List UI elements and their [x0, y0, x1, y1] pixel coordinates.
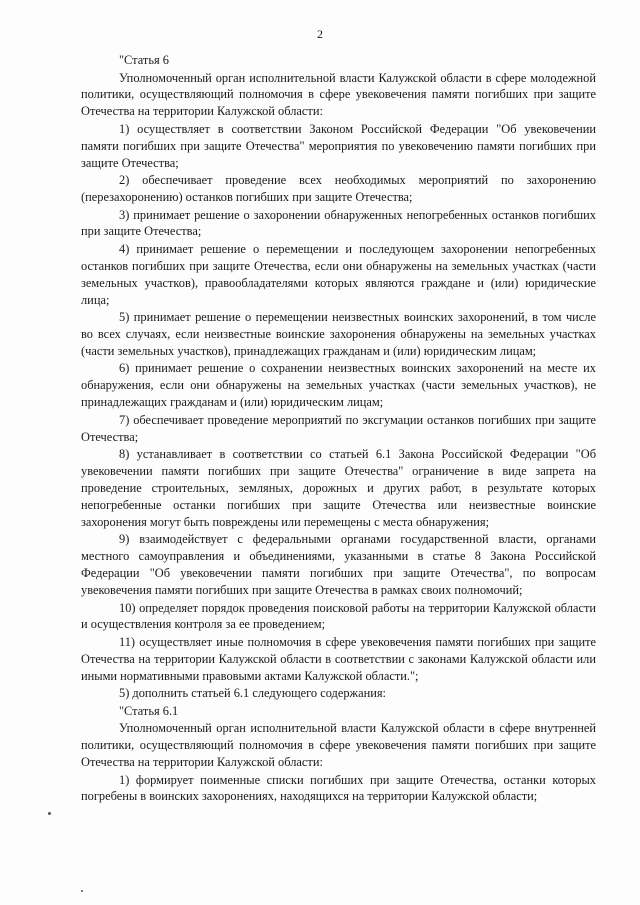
scan-speck [48, 812, 51, 815]
clause-4: 4) принимает решение о перемещении и последующем захоронении непогребенных останков погибших при защите Отечества, если они обнаружены на земельных участках (части земельных участков), правообладателями которых являются граждане и (или) юридические лица; [81, 241, 596, 307]
clause-10: 10) определяет порядок проведения поисковой работы на территории Калужской области и осуществления контроля за ее проведением; [81, 600, 596, 632]
clause-2: 2) обеспечивает проведение всех необходимых мероприятий по захоронению (перезахоронению) останков погибших при защите Отечества; [81, 173, 596, 205]
clause-11: 11) осуществляет иные полномочия в сфере увековечения памяти погибших при защите Отечества на территории Калужской области в соответствии с законами Калужской области или иными нормативными правовыми актами Калужской области."; [81, 634, 596, 683]
article-6-1-clause-1: 1) формирует поименные списки погибших при защите Отечества, останки которых погребены в воинских захоронениях, находящихся на территории Калужской области; [81, 772, 596, 804]
clause-9: 9) взаимодействует с федеральными органами государственной власти, органами местного самоуправления и объединениями, указанными в статье 8 Закона Российской Федерации "Об увековечении памяти погибших при защите Отечества", по вопросам увековечения памяти погибших при защите Отечества в рамках своих полномочий; [81, 532, 596, 598]
article-6-intro: Уполномоченный орган исполнительной власти Калужской области в сфере молодежной политики, осуществляющий полномочия в сфере увековечения памяти погибших при защите Отечества на территории Калужской области: [81, 70, 596, 119]
article-6-1-heading: "Статья 6.1 [119, 703, 179, 718]
clause-1: 1) осуществляет в соответствии Законом Российской Федерации "Об увековечении памяти погибших при защите Отечества" мероприятия по увековечению памяти погибших при защите Отечества; [81, 121, 596, 170]
amendment-5: 5) дополнить статьей 6.1 следующего содержания: [119, 686, 386, 701]
article-6-heading: "Статья 6 [119, 53, 169, 67]
clause-5: 5) принимает решение о перемещении неизвестных воинских захоронений, в том числе во всех случаях, если неизвестные воинские захоронения обнаружены на земельных участках (части земельных участков), принадлежащих гражданам и (или) юридическим лицам; [81, 310, 596, 358]
clause-7: 7) обеспечивает проведение мероприятий по эксгумации останков погибших при защите Отечества; [81, 412, 596, 444]
scan-speck [81, 890, 83, 892]
clause-6: 6) принимает решение о сохранении неизвестных воинских захоронений на месте их обнаружения, если они обнаружены на земельных участках (части земельных участков), не принадлежащих гражданам и (или) юридическим лицам; [81, 361, 596, 410]
clause-8: 8) устанавливает в соответствии со статьей 6.1 Закона Российской Федерации "Об увековечении памяти погибших при защите Отечества" ограничение в виде запрета на проведение строительных, земляных, дорожных и других работ, в результате которых непогребенные останки погибших при защите Отечества или неизвестные воинские захоронения могут быть повреждены или перемещены с места обнаружения; [81, 447, 596, 529]
clause-3: 3) принимает решение о захоронении обнаруженных непогребенных останков погибших при защите Отечества; [81, 207, 596, 239]
document-body [81, 52, 596, 806]
article-6-1-intro: Уполномоченный орган исполнительной власти Калужской области в сфере внутренней политики, осуществляющий полномочия в сфере увековечения памяти погибших при защите Отечества на территории Калужской области: [81, 721, 596, 770]
page-number: 2 [317, 27, 323, 41]
